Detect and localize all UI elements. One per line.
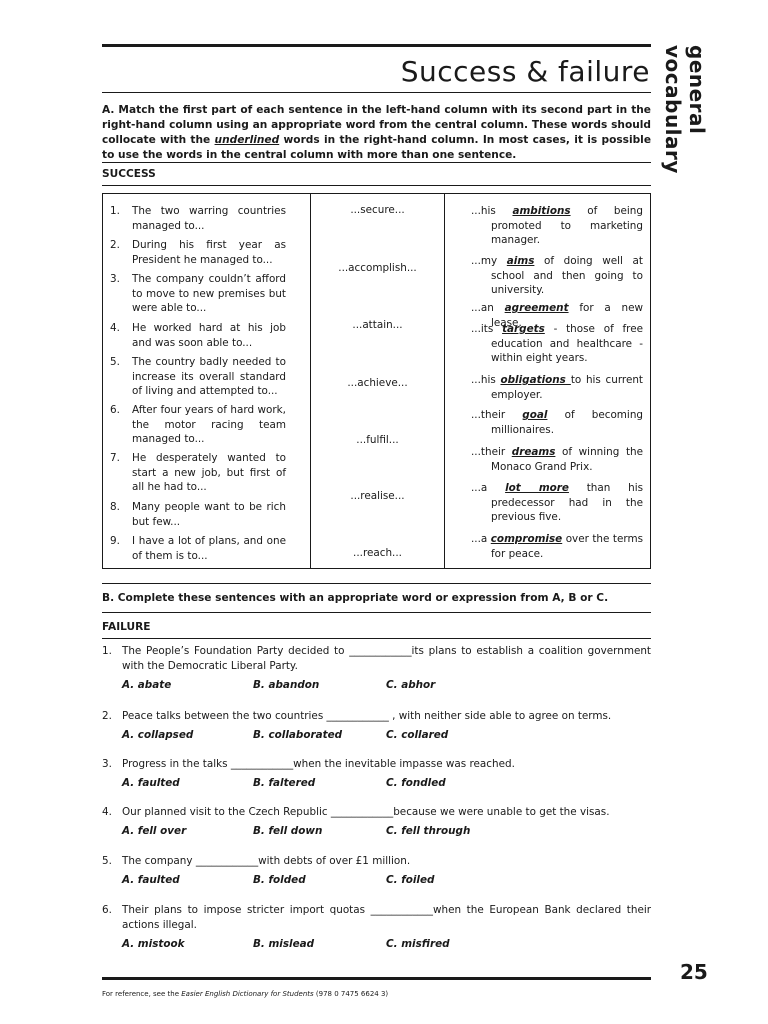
option-b: B. faltered [253,777,316,789]
option-a: A. mistook [122,938,185,950]
question-4: 4. Our planned visit to the Czech Republic ____________because we were unable to get the visas. A. fell over B. fell down C. fell through [102,806,610,837]
part-b-top-rule [102,583,651,584]
right-item-7: ...their dreams of winning the Monaco Grand Prix. [471,446,643,473]
side-section-label: general vocabulary [661,45,709,174]
option-b: B. collaborated [253,729,343,741]
option-b: B. folded [253,874,306,886]
left-item-8: 8. Many people want to be rich but few... [110,501,286,528]
middle-column [311,194,444,568]
matching-table [102,193,651,569]
failure-rule [102,638,651,639]
title-rule [102,92,651,93]
left-item-1: 1. The two warring countries managed to... [110,205,286,232]
option-c: C. fondled [386,777,446,789]
bottom-rule [102,977,651,980]
option-c: C. abhor [386,679,436,691]
option-a: A. faulted [122,777,180,789]
verb-option: ...secure... [350,204,405,216]
success-heading: SUCCESS [102,168,156,180]
option-c: C. misfired [386,938,450,950]
right-item-8: ...a lot more than his predecessor had in the previous five. [471,482,643,523]
page-title: Success & failure [400,55,650,88]
right-item-5: ...his obligations to his current employer. [471,374,643,401]
page-number: 25 [680,960,708,984]
option-a: A. fell over [122,825,187,837]
option-b: B. abandon [253,679,320,691]
verb-option: ...realise... [350,490,405,502]
right-item-9: ...a compromise over the terms for peace. [471,533,643,560]
top-rule [102,44,651,47]
right-item-4: ...its targets - those of free education and healthcare - within eight years. [471,323,643,364]
question-3: 3. Progress in the talks ____________when the inevitable impasse was reached. A. faulted B. faltered C. fondled [102,758,515,789]
option-b: B. fell down [253,825,323,837]
left-item-2: 2. During his first year as President he managed to... [110,239,286,266]
left-item-6: 6. After four years of hard work, the motor racing team managed to... [110,404,286,445]
failure-heading: FAILURE [102,621,151,633]
verb-option: ...attain... [352,319,403,331]
option-c: C. foiled [386,874,435,886]
option-b: B. mislead [253,938,315,950]
question-1: 1. The People’s Foundation Party decided to ____________its plans to establish a coalition government with the Democratic Liberal Party. A. abate B. abandon C. abhor [102,645,651,691]
left-item-3: 3. The company couldn’t afford to move to new premises but were able to... [110,273,286,314]
verb-option: ...reach... [353,547,402,559]
instructions-rule [102,162,651,163]
left-column [103,194,310,568]
verb-option: ...fulfil... [356,434,399,446]
part-b-instructions: B. Complete these sentences with an appropriate word or expression from A, B or C. [102,592,609,604]
verb-option: ...achieve... [347,377,408,389]
left-item-9: 9. I have a lot of plans, and one of them is to... [110,535,286,562]
question-5: 5. The company ____________with debts of over £1 million. A. faulted B. folded C. foiled [102,855,435,886]
option-a: A. faulted [122,874,180,886]
option-a: A. abate [122,679,172,691]
part-b-instructions-rule [102,612,651,613]
question-2: 2. Peace talks between the two countries ____________ , with neither side able to agree on terms. A. collapsed B. collaborated C. collared [102,710,612,741]
left-item-4: 4. He worked hard at his job and was soon able to... [110,322,286,349]
option-a: A. collapsed [122,729,194,741]
right-item-1: ...his ambitions of being promoted to marketing manager. [471,205,643,246]
right-item-2: ...my aims of doing well at school and then going to university. [471,255,643,296]
left-item-7: 7. He desperately wanted to start a new job, but first of all he had to... [110,452,286,493]
option-c: C. fell through [386,825,471,837]
question-6: 6. Their plans to impose stricter import quotas ____________when the European Bank declared their actions illegal. A. mistook B. mislead C. misfired [102,904,651,950]
left-item-5: 5. The country badly needed to increase its overall standard of living and attempted to... [110,356,286,397]
part-a-instructions: A. Match the first part of each sentence in the left-hand column with its second part in the right-hand column using an appropriate word from the central column. These words should collocate with the underlined words in the right-hand column. In most cases, it is possible to use the words in the central column with more than one sentence. [102,104,651,161]
right-column [445,194,651,568]
option-c: C. collared [386,729,449,741]
reference-footer: For reference, see the Easier English Dictionary for Students (978 0 7475 6624 3) [102,990,389,998]
right-item-3: ...an agreement for a new lease. [471,302,643,329]
success-rule [102,185,651,186]
verb-option: ...accomplish... [338,262,417,274]
right-item-6: ...their goal of becoming millionaires. [471,409,643,436]
